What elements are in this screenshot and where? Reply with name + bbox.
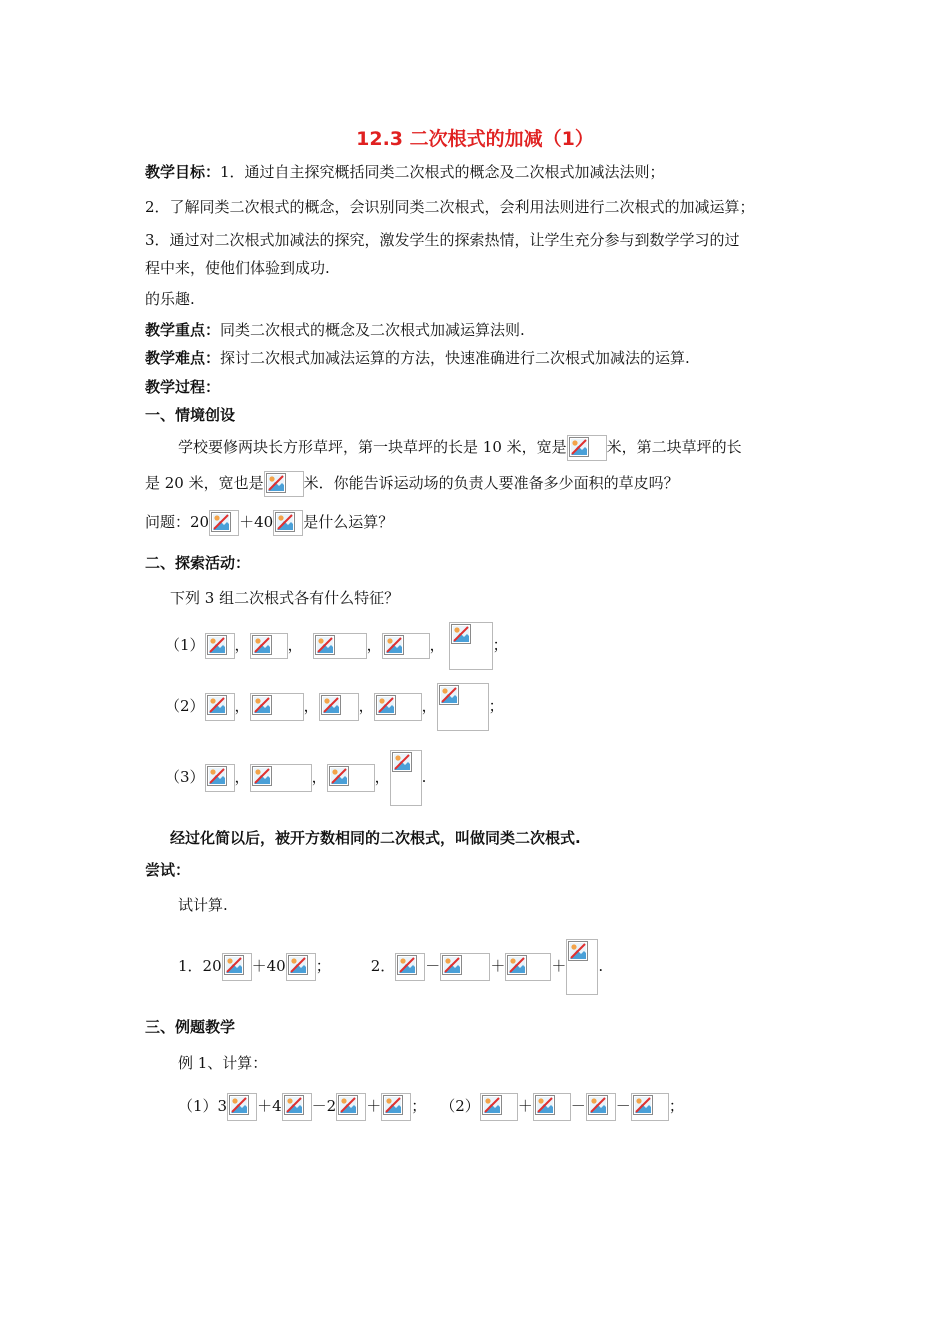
section2-heading: 二、探索活动：: [145, 554, 251, 572]
process-label: 教学过程：: [145, 378, 221, 396]
broken-image-icon: [250, 633, 288, 659]
broken-image-icon: [374, 693, 422, 721]
section1-paragraph-1: 学校要修两块长方形草坪，第一块草坪的长是 10 米，宽是 米，第二块草坪的长: [178, 434, 742, 461]
trial-intro: 试计算.: [178, 896, 228, 914]
broken-image-icon: [222, 953, 252, 981]
broken-image-icon: [533, 1093, 571, 1121]
group-1: （1） ， ， ， ， ；: [165, 620, 508, 670]
section3-heading: 三、例题教学: [145, 1018, 236, 1036]
section1-question: 问题：20 ＋40 是什么运算？: [145, 508, 393, 536]
example-label: 例 1、计算：: [178, 1054, 268, 1072]
broken-image-icon: [273, 510, 303, 536]
broken-image-icon: [250, 764, 312, 792]
broken-image-icon: [381, 1093, 411, 1121]
broken-image-icon: [205, 693, 235, 721]
page-title: 12.3 二次根式的加减（1）: [356, 128, 594, 150]
section2-intro: 下列 3 组二次根式各有什么特征？: [170, 589, 400, 607]
broken-image-icon: [437, 683, 489, 731]
goals-label: 教学目标：: [145, 163, 221, 181]
broken-image-icon: [205, 633, 235, 659]
goals-line-3a: 3．通过对二次根式加减法的探究，激发学生的探索热情，让学生充分参与到数学学习的过: [145, 231, 740, 249]
broken-image-icon: [319, 693, 359, 721]
key-point: 教学重点：同类二次根式的概念及二次根式加减运算法则.: [145, 321, 525, 339]
broken-image-icon: [567, 435, 607, 461]
broken-image-icon: [480, 1093, 518, 1121]
broken-image-icon: [282, 1093, 312, 1121]
broken-image-icon: [505, 953, 551, 981]
goals-line-2: 2．了解同类二次根式的概念，会识别同类二次根式，会利用法则进行二次根式的加减运算；: [145, 198, 755, 216]
broken-image-icon: [566, 939, 598, 995]
broken-image-icon: [395, 953, 425, 981]
goals-line-1: 教学目标：1．通过自主探究概括同类二次根式的概念及二次根式加减法法则；: [145, 163, 665, 181]
broken-image-icon: [227, 1093, 257, 1121]
difficulty: 教学难点：探讨二次根式加减法运算的方法，快速准确进行二次根式加减法的运算.: [145, 349, 690, 367]
broken-image-icon: [250, 693, 304, 721]
trial-heading: 尝试：: [145, 861, 191, 879]
broken-image-icon: [336, 1093, 366, 1121]
broken-image-icon: [382, 633, 430, 659]
goals-line-4: 的乐趣.: [145, 290, 195, 308]
broken-image-icon: [449, 622, 493, 670]
group-3: （3） ， ， ， .: [165, 748, 426, 806]
broken-image-icon: [264, 471, 304, 497]
section1-paragraph-2: 是 20 米，宽也是 米．你能告诉运动场的负责人要准备多少面积的草皮吗？: [145, 470, 679, 497]
example-expressions: （1）3 ＋4 －2 ＋ ； （2） ＋ － － ；: [178, 1090, 684, 1122]
broken-image-icon: [586, 1093, 616, 1121]
broken-image-icon: [313, 633, 367, 659]
section1-heading: 一、情境创设: [145, 406, 236, 424]
broken-image-icon: [205, 764, 235, 792]
broken-image-icon: [327, 764, 375, 792]
group-2: （2） ， ， ， ， ；: [165, 681, 504, 731]
broken-image-icon: [209, 510, 239, 536]
broken-image-icon: [390, 750, 422, 806]
broken-image-icon: [286, 953, 316, 981]
goals-line-3b: 程中来，使他们体验到成功.: [145, 259, 330, 277]
broken-image-icon: [440, 953, 490, 981]
broken-image-icon: [631, 1093, 669, 1121]
trial-exercises: 1．20 ＋40 ； 2． － ＋ ＋ .: [178, 938, 603, 995]
definition: 经过化简以后，被开方数相同的二次根式，叫做同类二次根式.: [170, 829, 581, 847]
